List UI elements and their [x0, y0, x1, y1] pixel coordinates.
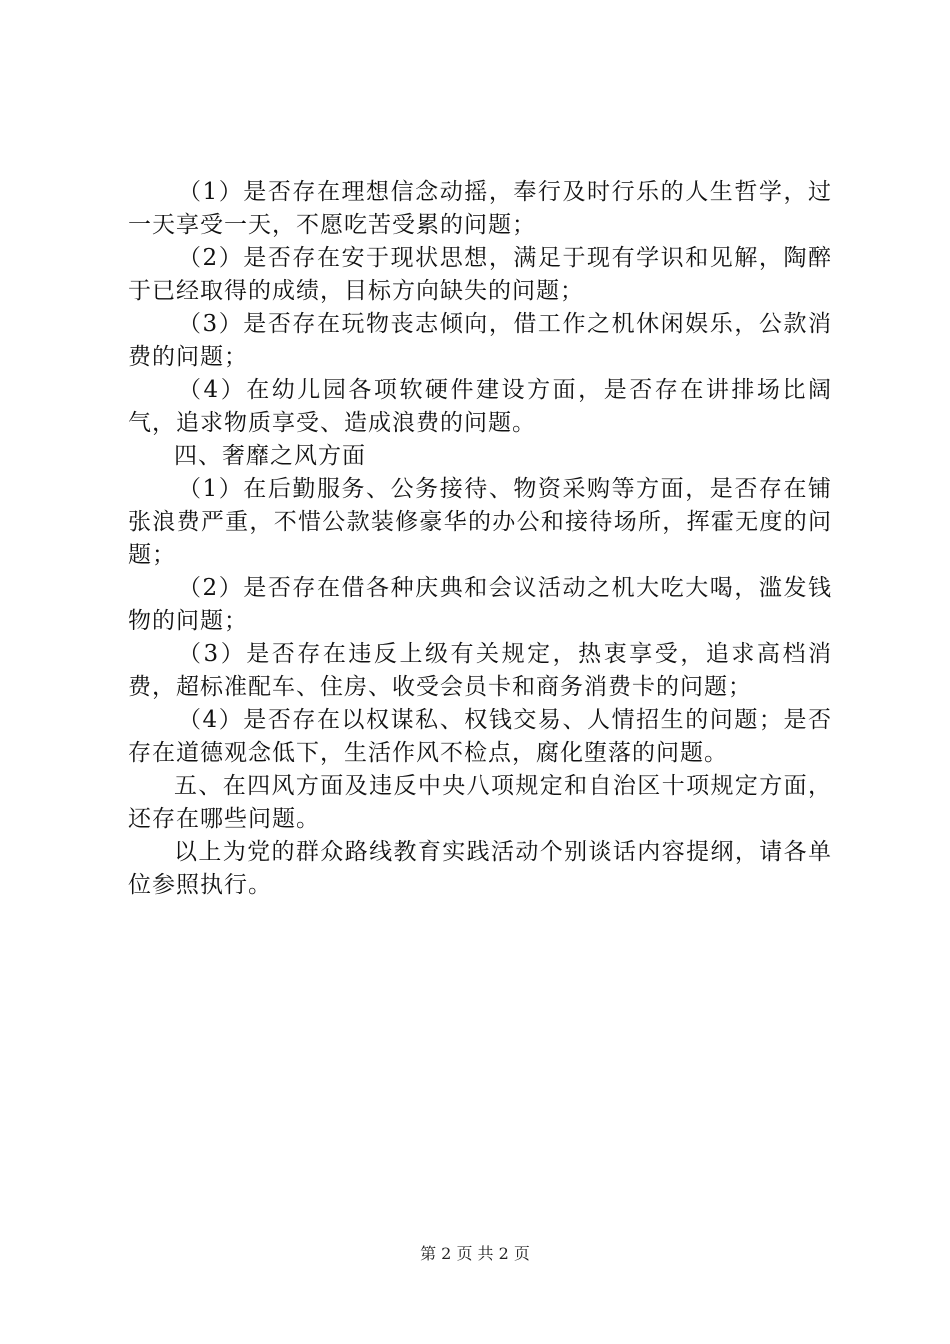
paragraph-item: （2）是否存在安于现状思想，满足于现有学识和见解，陶醉于已经取得的成绩，目标方向缺失的问题； [128, 245, 832, 304]
paragraph-item: （2）是否存在借各种庆典和会议活动之机大吃大喝，滥发钱物的问题； [128, 575, 832, 634]
page-footer: 第 2 页 共 2 页 [420, 1244, 530, 1263]
paragraph-item: （1）在后勤服务、公务接待、物资采购等方面，是否存在铺张浪费严重，不惜公款装修豪华的办公和接待场所，挥霍无度的问题； [128, 476, 832, 568]
paragraph-item: （3）是否存在违反上级有关规定，热衷享受，追求高档消费，超标准配车、住房、收受会员卡和商务消费卡的问题； [128, 641, 832, 700]
paragraph-item: （1）是否存在理想信念动摇，奉行及时行乐的人生哲学，过一天享受一天，不愿吃苦受累的问题； [128, 179, 832, 238]
paragraph-item: （4）是否存在以权谋私、权钱交易、人情招生的问题；是否存在道德观念低下，生活作风不检点，腐化堕落的问题。 [128, 707, 832, 766]
section-heading: 五、在四风方面及违反中央八项规定和自治区十项规定方面，还存在哪些问题。 [128, 773, 832, 832]
document-body [128, 176, 832, 902]
paragraph-item: （3）是否存在玩物丧志倾向，借工作之机休闲娱乐，公款消费的问题； [128, 311, 832, 370]
closing-paragraph: 以上为党的群众路线教育实践活动个别谈话内容提纲，请各单位参照执行。 [128, 839, 832, 898]
section-heading: 四、奢靡之风方面 [174, 443, 366, 469]
paragraph-item: （4）在幼儿园各项软硬件建设方面，是否存在讲排场比阔气，追求物质享受、造成浪费的问题。 [128, 377, 832, 436]
